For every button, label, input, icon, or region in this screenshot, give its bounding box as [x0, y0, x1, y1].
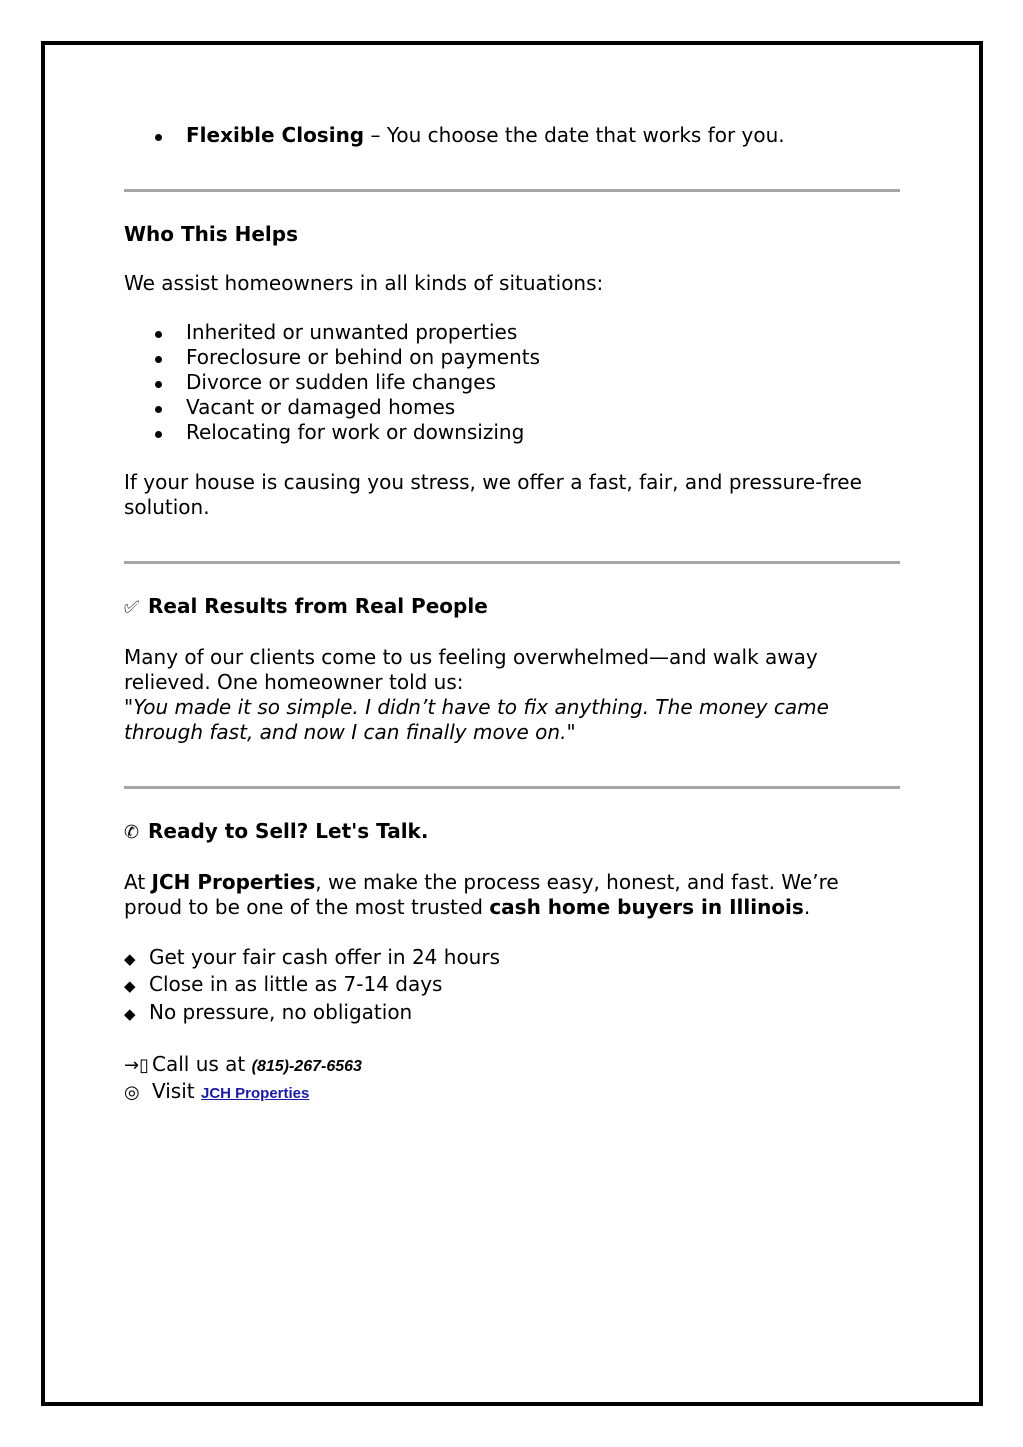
- ready-line2-text: proud to be one of the most trusted: [124, 895, 490, 919]
- ready-end-text: .: [803, 895, 811, 919]
- ready-at-text: At: [124, 870, 152, 894]
- testimonial-line-1: "You made it so simple. I didn’t have to fix anything. The money came: [124, 695, 829, 719]
- cash-buyers-text: cash home buyers in Illinois: [489, 895, 804, 919]
- website-link[interactable]: JCH Properties: [200, 1085, 310, 1102]
- situations-list: [124, 320, 900, 445]
- diamond-icon: ◆: [124, 950, 136, 968]
- who-intro: We assist homeowners in all kinds of situations:: [124, 271, 604, 295]
- list-item: Foreclosure or behind on payments: [124, 345, 900, 370]
- perk-text: Close in as little as 7-14 days: [149, 972, 443, 996]
- results-line-2: relieved. One homeowner told us:: [124, 670, 464, 694]
- ready-paragraph-line-2: [124, 895, 810, 920]
- list-item: [124, 123, 900, 148]
- globe-icon: ◎: [124, 1082, 140, 1103]
- divider: [124, 189, 900, 192]
- call-row: [124, 1052, 362, 1079]
- testimonial-line-2: through fast, and now I can finally move on.": [124, 720, 576, 744]
- who-closing-line-1: If your house is causing you stress, we offer a fast, fair, and pressure-free: [124, 470, 862, 494]
- divider: [124, 561, 900, 564]
- mobile-phone-icon: →▯: [124, 1055, 149, 1076]
- ready-heading: Ready to Sell? Let's Talk.: [148, 819, 429, 843]
- results-line-1: Many of our clients come to us feeling overwhelmed—and walk away: [124, 645, 818, 669]
- list-item: Divorce or sudden life changes: [124, 370, 900, 395]
- list-item: Inherited or unwanted properties: [124, 320, 900, 345]
- perk-row: [124, 972, 442, 999]
- diamond-icon: ◆: [124, 1005, 136, 1023]
- ready-rest-text: , we make the process easy, honest, and fast. We’re: [315, 870, 839, 894]
- ready-heading-row: [124, 819, 428, 845]
- results-heading: Real Results from Real People: [148, 594, 488, 618]
- perk-text: Get your fair cash offer in 24 hours: [149, 945, 500, 969]
- list-item: Relocating for work or downsizing: [124, 420, 900, 445]
- visit-row: [124, 1079, 309, 1106]
- call-label: Call us at: [152, 1052, 252, 1076]
- list-item: Vacant or damaged homes: [124, 395, 900, 420]
- divider: [124, 786, 900, 789]
- ready-paragraph-line-1: [124, 870, 839, 895]
- flexible-closing-title: Flexible Closing: [186, 123, 365, 147]
- diamond-icon: ◆: [124, 977, 136, 995]
- flexible-closing-list: [124, 123, 900, 148]
- phone-icon: ✆: [124, 822, 140, 843]
- results-heading-row: [124, 594, 488, 620]
- who-closing-line-2: solution.: [124, 495, 210, 519]
- visit-label: Visit: [152, 1079, 201, 1103]
- perk-row: [124, 1000, 412, 1027]
- company-name: JCH Properties: [151, 870, 316, 894]
- who-this-helps-heading: Who This Helps: [124, 222, 298, 246]
- check-mark-icon: ✅︎: [124, 597, 140, 618]
- perk-row: [124, 945, 500, 972]
- flexible-closing-text: – You choose the date that works for you.: [364, 123, 785, 147]
- perk-text: No pressure, no obligation: [149, 1000, 413, 1024]
- phone-number[interactable]: (815)-267-6563: [251, 1058, 362, 1075]
